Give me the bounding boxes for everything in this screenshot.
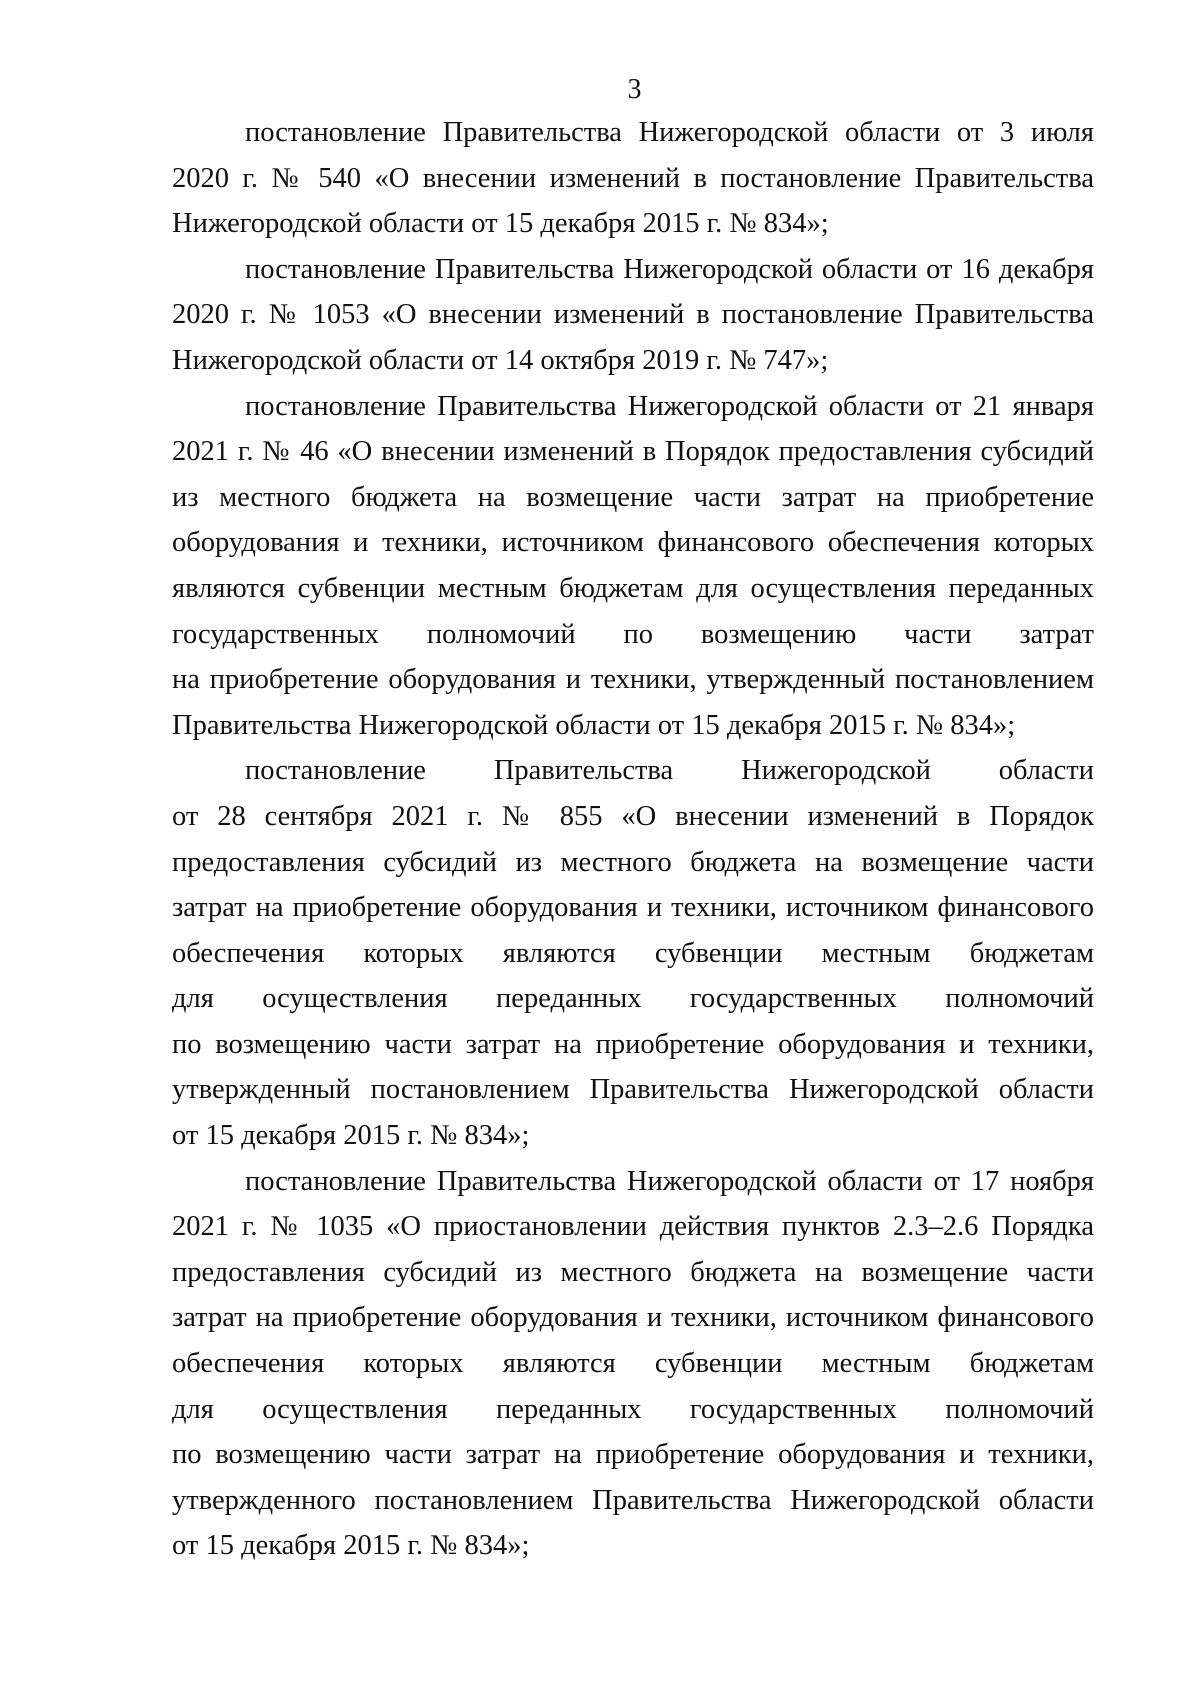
text-line: затрат на приобретение оборудования и техники, источником финансового <box>172 892 1094 924</box>
text-line: 2021 г. № 46 «О внесении изменений в Порядок предоставления субсидий <box>172 436 1094 468</box>
text-line: по возмещению части затрат на приобретение оборудования и техники, <box>172 1439 1094 1471</box>
text-line: от 15 декабря 2015 г. № 834»; <box>172 1530 530 1562</box>
text-line: по возмещению части затрат на приобретение оборудования и техники, <box>172 1028 1094 1060</box>
paragraph-2 <box>172 247 1094 384</box>
text-line: являются субвенции местным бюджетам для осуществления переданных <box>172 572 1094 604</box>
text-line: обеспечения которых являются субвенции местным бюджетам <box>172 937 1094 969</box>
paragraph-3 <box>172 384 1094 749</box>
text-line: утвержденного постановлением Правительства Нижегородской области <box>172 1484 1094 1516</box>
text-line: постановление Правительства Нижегородской области от 3 июля <box>245 117 1094 148</box>
text-line: оборудования и техники, источником финансового обеспечения которых <box>172 527 1094 559</box>
text-line: постановление Правительства Нижегородской области от 16 декабря <box>245 253 1094 285</box>
text-line: 2020 г. № 540 «О внесении изменений в постановление Правительства <box>172 162 1094 194</box>
text-line: для осуществления переданных государственных полномочий <box>172 1393 1094 1425</box>
text-line: 2021 г. № 1035 «О приостановлении действия пунктов 2.3–2.6 Порядка <box>172 1211 1094 1243</box>
paragraph-5 <box>172 1159 1094 1569</box>
document-body <box>172 110 1094 1569</box>
text-line: государственных полномочий по возмещению части затрат <box>172 618 1094 650</box>
paragraph-4 <box>172 748 1094 1158</box>
text-line: Нижегородской области от 15 декабря 2015 г. № 834»; <box>172 208 829 240</box>
text-line: обеспечения которых являются субвенции местным бюджетам <box>172 1348 1094 1380</box>
text-line: постановление Правительства Нижегородской области от 17 ноября <box>245 1165 1094 1197</box>
paragraph-1 <box>172 110 1094 247</box>
text-line: на приобретение оборудования и техники, утвержденный постановлением <box>172 664 1094 696</box>
text-line: от 28 сентября 2021 г. № 855 «О внесении изменений в Порядок <box>172 800 1094 832</box>
text-line: постановление Правительства Нижегородской области от 21 января <box>245 390 1094 422</box>
text-line: 2020 г. № 1053 «О внесении изменений в постановление Правительства <box>172 299 1094 331</box>
text-line: предоставления субсидий из местного бюджета на возмещение части <box>172 846 1094 878</box>
text-line: утвержденный постановлением Правительства Нижегородской области <box>172 1074 1094 1106</box>
text-line: из местного бюджета на возмещение части затрат на приобретение <box>172 481 1094 513</box>
text-line: Нижегородской области от 14 октября 2019 г. № 747»; <box>172 344 829 376</box>
text-line: Правительства Нижегородской области от 15 декабря 2015 г. № 834»; <box>172 709 1016 741</box>
text-line: для осуществления переданных государственных полномочий <box>172 983 1094 1015</box>
text-line: от 15 декабря 2015 г. № 834»; <box>172 1120 530 1152</box>
page-number: 3 <box>627 74 642 105</box>
text-line: постановление Правительства Нижегородской области <box>245 755 1094 787</box>
text-line: предоставления субсидий из местного бюджета на возмещение части <box>172 1256 1094 1288</box>
text-line: затрат на приобретение оборудования и техники, источником финансового <box>172 1302 1094 1334</box>
